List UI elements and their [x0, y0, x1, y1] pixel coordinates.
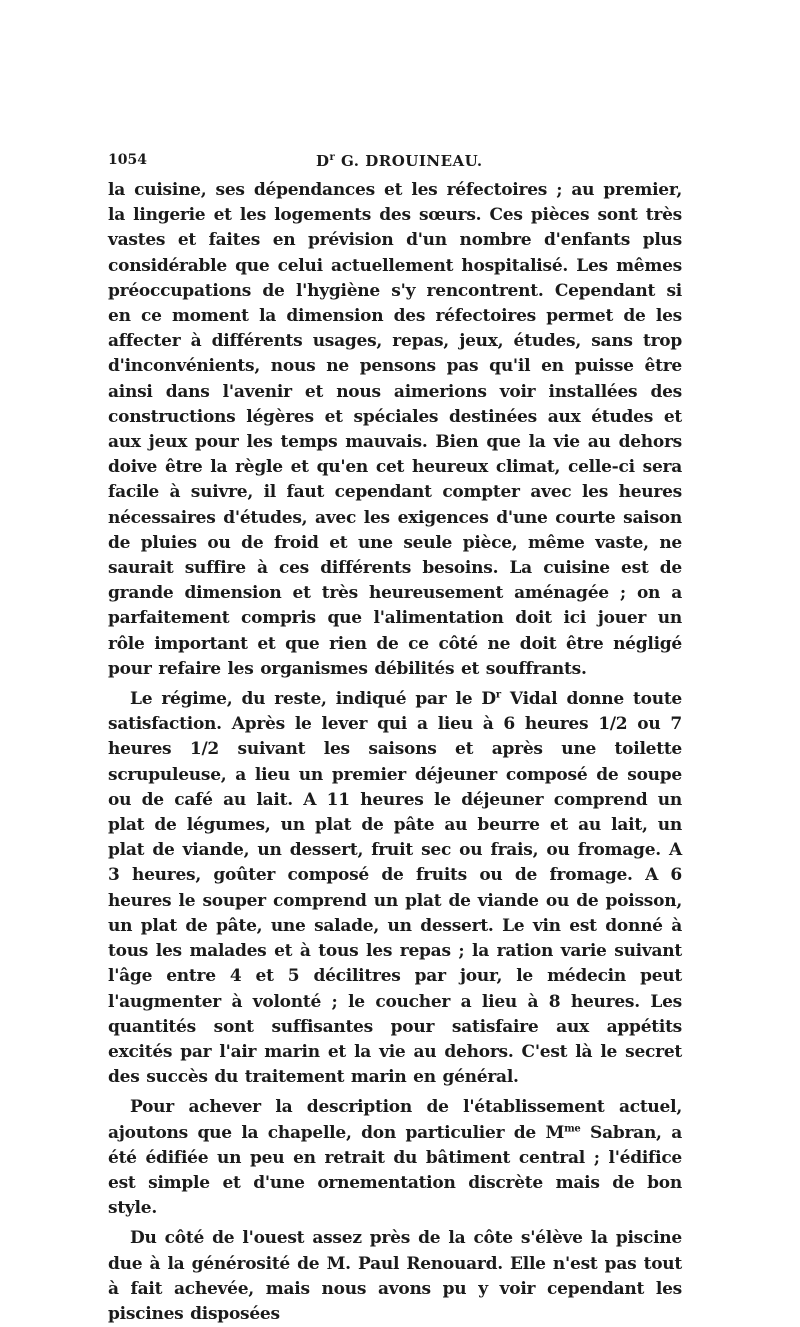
- author-sup: r: [329, 152, 336, 163]
- paragraph-text: Vidal donne toute satisfaction. Après le lever qui a lieu à 6 heures 1/2 ou 7 heures 1/2 suivant les saisons et après une toilette scrupuleuse, a lieu un premier déjeuner composé de soupe ou de café au lait. A 11 heures le déjeuner comprend un plat de légumes, un plat de pâte au beurre et au lait, un plat de viande, un dessert, fruit sec ou frais, ou fromage. A 3 heures, goûter composé de fruits ou de fromage. A 6 heures le souper comprend un plat de viande ou de poisson, un plat de pâte, une salade, un dessert. Le vin est donné à tous les malades et à tous les repas ; la ration varie suivant l'âge entre 4 et 5 décilitres par jour, le médecin peut l'augmenter à volonté ; le coucher a lieu à 8 heures. Les quantités sont suffisantes pour satisfaire aux appétits excités par l'air marin et la vie au dehors. C'est là le secret des succès du traitement marin en général.: [108, 689, 682, 1088]
- running-head: [316, 152, 483, 170]
- book-page: [108, 150, 682, 1327]
- paragraph-text: la cuisine, ses dépendances et les réfectoires ; au premier, la lingerie et les logements des sœurs. Ces pièces sont très vastes et faites en prévision d'un nombre d'enfants plus considérable que celui actuellement hospitalisé. Les mêmes préoccupations de l'hygiène s'y rencontrent. Cependant si en ce moment la dimension des réfectoires permet de les affecter à différents usages, repas, jeux, études, sans trop d'inconvénients, nous ne pensons pas qu'il en puisse être ainsi dans l'avenir et nous aimerions voir installées des constructions légères et spéciales destinées aux études et aux jeux pour les temps mauvais. Bien que la vie au dehors doive être la règle et qu'en cet heureux climat, celle-ci sera facile à suivre, il faut cependant compter avec les heures nécessaires d'études, avec les exigences d'une courte saison de pluies ou de froid et une seule pièce, même vaste, ne saurait suffire à ces différents besoins. La cuisine est de grande dimension et très heureusement aménagée ; on a parfaitement compris que l'alimentation doit ici jouer un rôle important et que rien de ce côté ne doit être négligé pour refaire les organismes débilités et souffrants.: [108, 180, 682, 679]
- author-prefix: D: [316, 152, 330, 170]
- paragraph-3: [108, 1095, 682, 1221]
- superscript: r: [495, 689, 501, 701]
- paragraph-text: Sabran, a été édifiée un peu en retrait du bâtiment central ; l'édifice est simple et d'une ornementation discrète mais de bon style.: [108, 1122, 682, 1219]
- paragraph-1: [108, 178, 682, 682]
- paragraph-4: [108, 1226, 682, 1327]
- paragraph-text: Pour achever la description de l'établissement actuel, ajoutons que la chapelle, don particulier de M: [108, 1097, 682, 1143]
- page-number: 1054: [108, 152, 147, 168]
- paragraph-text: Du côté de l'ouest assez près de la côte s'élève la piscine due à la générosité de M. Paul Renouard. Elle n'est pas tout à fait achevée, mais nous avons pu y voir cependant les piscines disposées: [108, 1228, 682, 1324]
- page-header: [108, 150, 682, 174]
- author-name: G. DROUINEAU.: [335, 152, 483, 170]
- body-text: [108, 178, 682, 1327]
- superscript: me: [564, 1122, 581, 1134]
- paragraph-2: [108, 687, 682, 1090]
- paragraph-text: Le régime, du reste, indiqué par le D: [130, 689, 496, 710]
